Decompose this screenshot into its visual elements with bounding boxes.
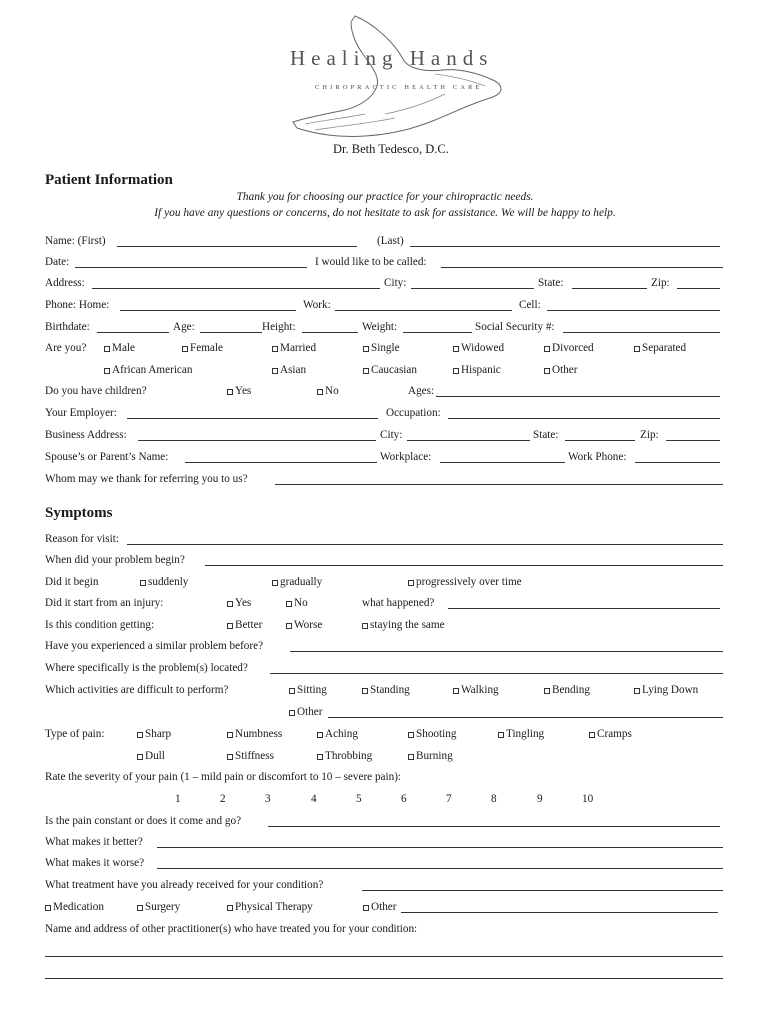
cell-phone-label: Cell: bbox=[519, 299, 541, 311]
getting-worse-label: Worse bbox=[294, 619, 323, 631]
activity-lying-down-label: Lying Down bbox=[642, 684, 699, 696]
opt-african-american-checkbox[interactable] bbox=[104, 368, 110, 374]
ssn-label: Social Security #: bbox=[475, 321, 555, 333]
spouse-name-label: Spouse’s or Parent’s Name: bbox=[45, 451, 169, 463]
business-state-field[interactable] bbox=[565, 440, 635, 441]
severity-5: 5 bbox=[356, 793, 362, 805]
problem-begin-field[interactable] bbox=[205, 565, 723, 566]
worse-field[interactable] bbox=[157, 868, 723, 869]
employer-field[interactable] bbox=[127, 418, 378, 419]
date-label: Date: bbox=[45, 256, 70, 268]
treatment-medication-label: Medication bbox=[53, 901, 104, 913]
activity-lying-down-checkbox[interactable] bbox=[634, 688, 640, 694]
pain-sharp-label: Sharp bbox=[145, 728, 172, 740]
pain-dull-checkbox[interactable] bbox=[137, 754, 143, 760]
opt-male-checkbox[interactable] bbox=[104, 346, 110, 352]
severity-10: 10 bbox=[582, 793, 594, 805]
injury-yes-label: Yes bbox=[235, 597, 252, 609]
getting-better-checkbox[interactable] bbox=[227, 623, 233, 629]
children-no-checkbox[interactable] bbox=[317, 389, 323, 395]
opt-african-american-label: African American bbox=[112, 364, 193, 376]
injury-no-label: No bbox=[294, 597, 308, 609]
constant-field[interactable] bbox=[268, 826, 720, 827]
treatment-label: What treatment have you already received for your condition? bbox=[45, 879, 324, 891]
workplace-field[interactable] bbox=[440, 462, 565, 463]
opt-asian-checkbox[interactable] bbox=[272, 368, 278, 374]
pain-tingling-checkbox[interactable] bbox=[498, 732, 504, 738]
treatment-surgery-checkbox[interactable] bbox=[137, 905, 143, 911]
getting-worse-checkbox[interactable] bbox=[286, 623, 292, 629]
city-label: City: bbox=[384, 277, 407, 289]
business-address-label: Business Address: bbox=[45, 429, 127, 441]
state-label: State: bbox=[538, 277, 564, 289]
begin-progressively-checkbox[interactable] bbox=[408, 580, 414, 586]
address-label: Address: bbox=[45, 277, 85, 289]
hand-logo-image bbox=[285, 14, 515, 144]
activity-other-checkbox[interactable] bbox=[289, 710, 295, 716]
pain-dull-label: Dull bbox=[145, 750, 165, 762]
pain-numbness-checkbox[interactable] bbox=[227, 732, 233, 738]
opt-other-checkbox[interactable] bbox=[544, 368, 550, 374]
opt-asian-label: Asian bbox=[280, 364, 307, 376]
symptoms-heading: Symptoms bbox=[45, 505, 113, 521]
opt-hispanic-label: Hispanic bbox=[461, 364, 501, 376]
treatment-medication-checkbox[interactable] bbox=[45, 905, 51, 911]
opt-divorced-label: Divorced bbox=[552, 342, 594, 354]
children-label: Do you have children? bbox=[45, 385, 147, 397]
injury-label: Did it start from an injury: bbox=[45, 597, 164, 609]
begin-gradually-checkbox[interactable] bbox=[272, 580, 278, 586]
condition-getting-label: Is this condition getting: bbox=[45, 619, 155, 631]
reason-field[interactable] bbox=[127, 544, 723, 545]
pain-shooting-checkbox[interactable] bbox=[408, 732, 414, 738]
pain-throbbing-label: Throbbing bbox=[325, 750, 373, 762]
cell-phone-field[interactable] bbox=[547, 310, 720, 311]
work-phone-label: Work: bbox=[303, 299, 331, 311]
similar-problem-field[interactable] bbox=[290, 651, 723, 652]
pain-stiffness-checkbox[interactable] bbox=[227, 754, 233, 760]
pain-burning-label: Burning bbox=[416, 750, 453, 762]
spouse-work-phone-field[interactable] bbox=[635, 462, 720, 463]
brand-title: Healing Hands bbox=[290, 46, 494, 70]
children-yes-checkbox[interactable] bbox=[227, 389, 233, 395]
intro-line-1: Thank you for choosing our practice for your chiropractic needs. bbox=[236, 191, 534, 203]
severity-1: 1 bbox=[175, 793, 181, 805]
opt-caucasian-label: Caucasian bbox=[371, 364, 417, 376]
activity-bending-checkbox[interactable] bbox=[544, 688, 550, 694]
birthdate-label: Birthdate: bbox=[45, 321, 90, 333]
opt-other-label: Other bbox=[552, 364, 578, 376]
practitioners-field-1[interactable] bbox=[45, 956, 723, 957]
getting-staying-label: staying the same bbox=[370, 619, 445, 631]
activity-walking-checkbox[interactable] bbox=[453, 688, 459, 694]
location-label: Where specifically is the problem(s) located? bbox=[45, 662, 248, 674]
spouse-work-phone-label: Work Phone: bbox=[568, 451, 627, 463]
opt-widowed-label: Widowed bbox=[461, 342, 505, 354]
pain-shooting-label: Shooting bbox=[416, 728, 457, 740]
treatment-other-field[interactable] bbox=[401, 912, 718, 913]
treatment-other-label: Other bbox=[371, 901, 397, 913]
pain-numbness-label: Numbness bbox=[235, 728, 283, 740]
home-phone-label: Phone: Home: bbox=[45, 299, 110, 311]
zip-label: Zip: bbox=[651, 277, 670, 289]
are-you-label: Are you? bbox=[45, 342, 87, 354]
activity-standing-checkbox[interactable] bbox=[362, 688, 368, 694]
severity-3: 3 bbox=[265, 793, 271, 805]
pain-tingling-label: Tingling bbox=[506, 728, 545, 740]
date-field[interactable] bbox=[75, 267, 307, 268]
business-city-label: City: bbox=[380, 429, 403, 441]
business-zip-field[interactable] bbox=[666, 440, 720, 441]
begin-suddenly-checkbox[interactable] bbox=[140, 580, 146, 586]
worse-label: What makes it worse? bbox=[45, 857, 145, 869]
severity-4: 4 bbox=[311, 793, 317, 805]
treatment-physical-therapy-checkbox[interactable] bbox=[227, 905, 233, 911]
opt-caucasian-checkbox[interactable] bbox=[363, 368, 369, 374]
problem-begin-label: When did your problem begin? bbox=[45, 554, 185, 566]
employer-label: Your Employer: bbox=[45, 407, 117, 419]
injury-yes-checkbox[interactable] bbox=[227, 601, 233, 607]
zip-field[interactable] bbox=[677, 288, 720, 289]
activity-walking-label: Walking bbox=[461, 684, 499, 696]
ssn-field[interactable] bbox=[563, 332, 720, 333]
birthdate-field[interactable] bbox=[97, 332, 169, 333]
reason-label: Reason for visit: bbox=[45, 533, 119, 545]
activity-bending-label: Bending bbox=[552, 684, 590, 696]
activities-label: Which activities are difficult to perform? bbox=[45, 684, 229, 696]
similar-problem-label: Have you experienced a similar problem before? bbox=[45, 640, 264, 652]
practitioners-field-2[interactable] bbox=[45, 978, 723, 979]
workplace-label: Workplace: bbox=[380, 451, 432, 463]
treatment-surgery-label: Surgery bbox=[145, 901, 181, 913]
did-begin-label: Did it begin bbox=[45, 576, 99, 588]
brand-subtitle: CHIROPRACTIC HEALTH CARE bbox=[315, 84, 483, 91]
pain-throbbing-checkbox[interactable] bbox=[317, 754, 323, 760]
pain-stiffness-label: Stiffness bbox=[235, 750, 274, 762]
begin-gradually-label: gradually bbox=[280, 576, 323, 588]
occupation-field[interactable] bbox=[448, 418, 720, 419]
opt-widowed-checkbox[interactable] bbox=[453, 346, 459, 352]
what-happened-field[interactable] bbox=[448, 608, 720, 609]
opt-separated-label: Separated bbox=[642, 342, 687, 354]
pain-type-label: Type of pain: bbox=[45, 728, 105, 740]
constant-label: Is the pain constant or does it come and go? bbox=[45, 815, 242, 827]
first-name-label: Name: (First) bbox=[45, 235, 106, 247]
pain-cramps-label: Cramps bbox=[597, 728, 632, 740]
intro-line-2: If you have any questions or concerns, do not hesitate to ask for assistance. We will be happy to help. bbox=[154, 207, 616, 219]
business-zip-label: Zip: bbox=[640, 429, 659, 441]
activity-standing-label: Standing bbox=[370, 684, 410, 696]
age-label: Age: bbox=[173, 321, 195, 333]
doctor-name: Dr. Beth Tedesco, D.C. bbox=[333, 142, 449, 156]
severity-6: 6 bbox=[401, 793, 407, 805]
age-field[interactable] bbox=[200, 332, 262, 333]
what-happened-label: what happened? bbox=[362, 597, 435, 609]
preferred-name-field[interactable] bbox=[441, 267, 723, 268]
opt-married-label: Married bbox=[280, 342, 317, 354]
address-field[interactable] bbox=[92, 288, 380, 289]
preferred-name-label: I would like to be called: bbox=[315, 256, 427, 268]
severity-8: 8 bbox=[491, 793, 497, 805]
work-phone-field[interactable] bbox=[335, 310, 512, 311]
injury-no-checkbox[interactable] bbox=[286, 601, 292, 607]
city-field[interactable] bbox=[411, 288, 534, 289]
business-address-field[interactable] bbox=[138, 440, 376, 441]
ages-label: Ages: bbox=[408, 385, 435, 397]
pain-aching-checkbox[interactable] bbox=[317, 732, 323, 738]
weight-label: Weight: bbox=[362, 321, 398, 333]
severity-7: 7 bbox=[446, 793, 452, 805]
pain-burning-checkbox[interactable] bbox=[408, 754, 414, 760]
spouse-name-field[interactable] bbox=[185, 462, 377, 463]
severity-9: 9 bbox=[537, 793, 543, 805]
treatment-other-checkbox[interactable] bbox=[363, 905, 369, 911]
begin-progressively-label: progressively over time bbox=[416, 576, 522, 588]
pain-cramps-checkbox[interactable] bbox=[589, 732, 595, 738]
practitioners-label: Name and address of other practitioner(s) who have treated you for your condition: bbox=[45, 923, 418, 935]
state-field[interactable] bbox=[572, 288, 647, 289]
height-field[interactable] bbox=[302, 332, 358, 333]
children-no-label: No bbox=[325, 385, 339, 397]
opt-hispanic-checkbox[interactable] bbox=[453, 368, 459, 374]
first-name-field[interactable] bbox=[117, 246, 357, 247]
home-phone-field[interactable] bbox=[120, 310, 296, 311]
severity-label: Rate the severity of your pain (1 – mild pain or discomfort to 10 – severe pain): bbox=[45, 771, 402, 783]
getting-staying-checkbox[interactable] bbox=[362, 623, 368, 629]
patient-info-heading: Patient Information bbox=[45, 172, 173, 188]
last-name-label: (Last) bbox=[377, 235, 404, 247]
activity-sitting-label: Sitting bbox=[297, 684, 327, 696]
activity-other-field[interactable] bbox=[328, 717, 723, 718]
opt-separated-checkbox[interactable] bbox=[634, 346, 640, 352]
opt-male-label: Male bbox=[112, 342, 135, 354]
last-name-field[interactable] bbox=[410, 246, 720, 247]
height-label: Height: bbox=[262, 321, 296, 333]
opt-single-checkbox[interactable] bbox=[363, 346, 369, 352]
referral-field[interactable] bbox=[275, 484, 723, 485]
better-field[interactable] bbox=[157, 847, 723, 848]
referral-label: Whom may we thank for referring you to us? bbox=[45, 473, 248, 485]
weight-field[interactable] bbox=[403, 332, 472, 333]
treatment-physical-therapy-label: Physical Therapy bbox=[235, 901, 313, 913]
pain-sharp-checkbox[interactable] bbox=[137, 732, 143, 738]
activity-other-label: Other bbox=[297, 706, 323, 718]
getting-better-label: Better bbox=[235, 619, 263, 631]
children-yes-label: Yes bbox=[235, 385, 252, 397]
better-label: What makes it better? bbox=[45, 836, 143, 848]
activity-sitting-checkbox[interactable] bbox=[289, 688, 295, 694]
opt-married-checkbox[interactable] bbox=[272, 346, 278, 352]
begin-suddenly-label: suddenly bbox=[148, 576, 189, 588]
opt-female-label: Female bbox=[190, 342, 223, 354]
business-city-field[interactable] bbox=[407, 440, 530, 441]
treatment-field[interactable] bbox=[362, 890, 723, 891]
pain-aching-label: Aching bbox=[325, 728, 358, 740]
opt-divorced-checkbox[interactable] bbox=[544, 346, 550, 352]
severity-2: 2 bbox=[220, 793, 226, 805]
location-field[interactable] bbox=[270, 673, 723, 674]
business-state-label: State: bbox=[533, 429, 559, 441]
opt-single-label: Single bbox=[371, 342, 400, 354]
occupation-label: Occupation: bbox=[386, 407, 441, 419]
opt-female-checkbox[interactable] bbox=[182, 346, 188, 352]
ages-field[interactable] bbox=[436, 396, 720, 397]
